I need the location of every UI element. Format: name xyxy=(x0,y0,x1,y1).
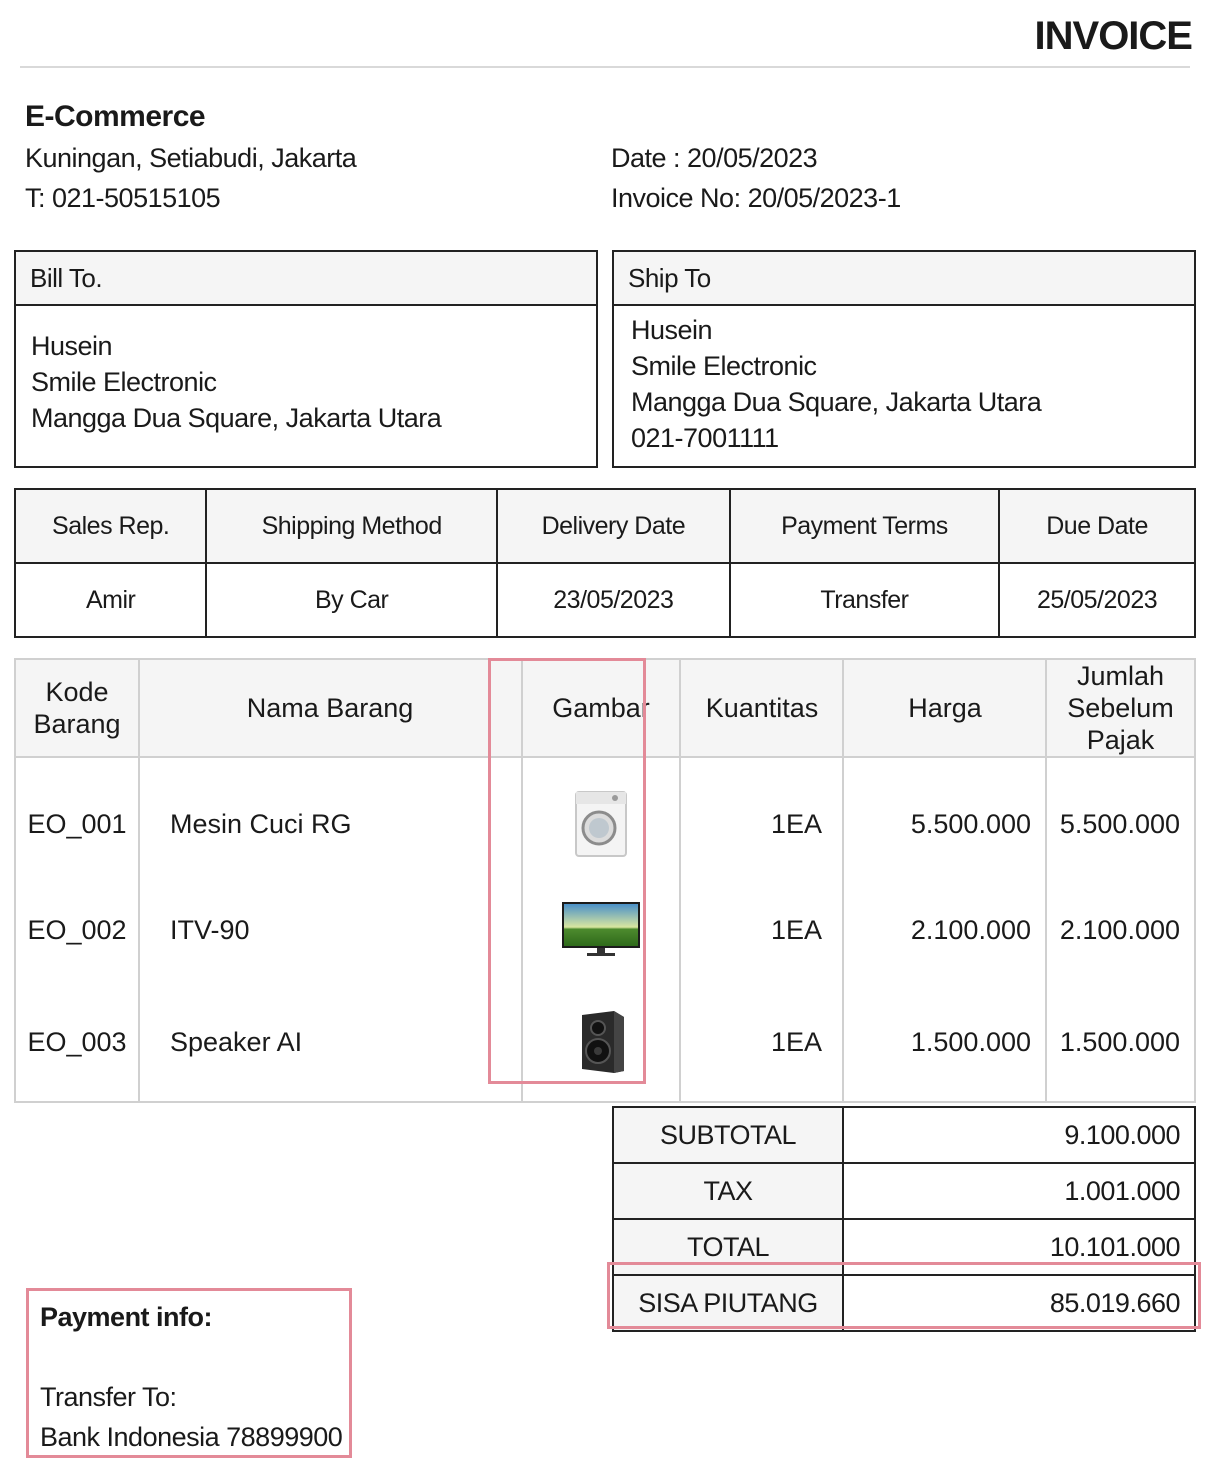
item-qty: 1EA xyxy=(680,983,843,1102)
item-price: 1.500.000 xyxy=(843,983,1046,1102)
payment-info-label: Payment info: xyxy=(40,1302,213,1332)
invoice-title: INVOICE xyxy=(1034,14,1192,58)
remaining-highlight xyxy=(607,1262,1201,1329)
item-amount: 2.100.000 xyxy=(1046,877,1195,983)
company-address: Kuningan, Setiabudi, Jakarta xyxy=(25,143,357,173)
bank-account: Bank Indonesia 78899900 xyxy=(40,1422,343,1452)
subtotal-label: SUBTOTAL xyxy=(613,1107,843,1163)
col-header-qty: Kuantitas xyxy=(680,659,843,757)
payment-info-box xyxy=(26,1288,352,1458)
col-header-image: Gambar xyxy=(522,659,680,757)
tax-value: 1.001.000 xyxy=(843,1163,1195,1219)
total-label: TOTAL xyxy=(613,1219,843,1275)
item-name: Speaker AI xyxy=(139,983,522,1102)
invoice-number: Invoice No: 20/05/2023-1 xyxy=(611,183,901,213)
ship-to-company: Smile Electronic xyxy=(631,351,817,381)
meta-header: Sales Rep. xyxy=(15,489,206,563)
ship-to-heading: Ship To xyxy=(614,252,1194,306)
delivery-date-value: 23/05/2023 xyxy=(497,563,730,637)
bill-to-address: Mangga Dua Square, Jakarta Utara xyxy=(31,403,442,433)
image-column-highlight xyxy=(488,658,646,1084)
bill-to-box xyxy=(14,250,598,468)
item-qty: 1EA xyxy=(680,877,843,983)
item-price: 5.500.000 xyxy=(843,757,1046,877)
ship-to-address: Mangga Dua Square, Jakarta Utara xyxy=(631,387,1042,417)
due-date-value: 25/05/2023 xyxy=(999,563,1195,637)
subtotal-value: 9.100.000 xyxy=(843,1107,1195,1163)
col-header-code: Kode Barang xyxy=(15,659,139,757)
col-header-amount: Jumlah Sebelum Pajak xyxy=(1046,659,1195,757)
bill-to-company: Smile Electronic xyxy=(31,367,217,397)
transfer-to-label: Transfer To: xyxy=(40,1382,177,1412)
item-name: Mesin Cuci RG xyxy=(139,757,522,877)
col-header-price: Harga xyxy=(843,659,1046,757)
order-meta-table xyxy=(14,488,1196,638)
item-code: EO_001 xyxy=(15,757,139,877)
payment-terms-value: Transfer xyxy=(730,563,999,637)
meta-header: Payment Terms xyxy=(730,489,999,563)
item-amount: 5.500.000 xyxy=(1046,757,1195,877)
meta-header: Shipping Method xyxy=(206,489,497,563)
ship-to-phone: 021-7001111 xyxy=(631,423,779,453)
shipping-method-value: By Car xyxy=(206,563,497,637)
company-name: E-Commerce xyxy=(25,100,206,133)
item-price: 2.100.000 xyxy=(843,877,1046,983)
bill-to-name: Husein xyxy=(31,331,113,361)
remaining-value: 85.019.660 xyxy=(843,1275,1195,1331)
item-code: EO_002 xyxy=(15,877,139,983)
remaining-label: SISA PIUTANG xyxy=(613,1275,843,1331)
ship-to-name: Husein xyxy=(631,315,713,345)
item-amount: 1.500.000 xyxy=(1046,983,1195,1102)
tax-label: TAX xyxy=(613,1163,843,1219)
bill-to-heading: Bill To. xyxy=(16,252,596,306)
total-value: 10.101.000 xyxy=(843,1219,1195,1275)
meta-header: Delivery Date xyxy=(497,489,730,563)
meta-header: Due Date xyxy=(999,489,1195,563)
sales-rep-value: Amir xyxy=(15,563,206,637)
invoice-date: Date : 20/05/2023 xyxy=(611,143,818,173)
header-divider xyxy=(20,66,1190,68)
company-phone: T: 021-50515105 xyxy=(25,183,221,213)
item-code: EO_003 xyxy=(15,983,139,1102)
ship-to-box xyxy=(612,250,1196,468)
item-name: ITV-90 xyxy=(139,877,522,983)
item-qty: 1EA xyxy=(680,757,843,877)
col-header-name: Nama Barang xyxy=(139,659,522,757)
